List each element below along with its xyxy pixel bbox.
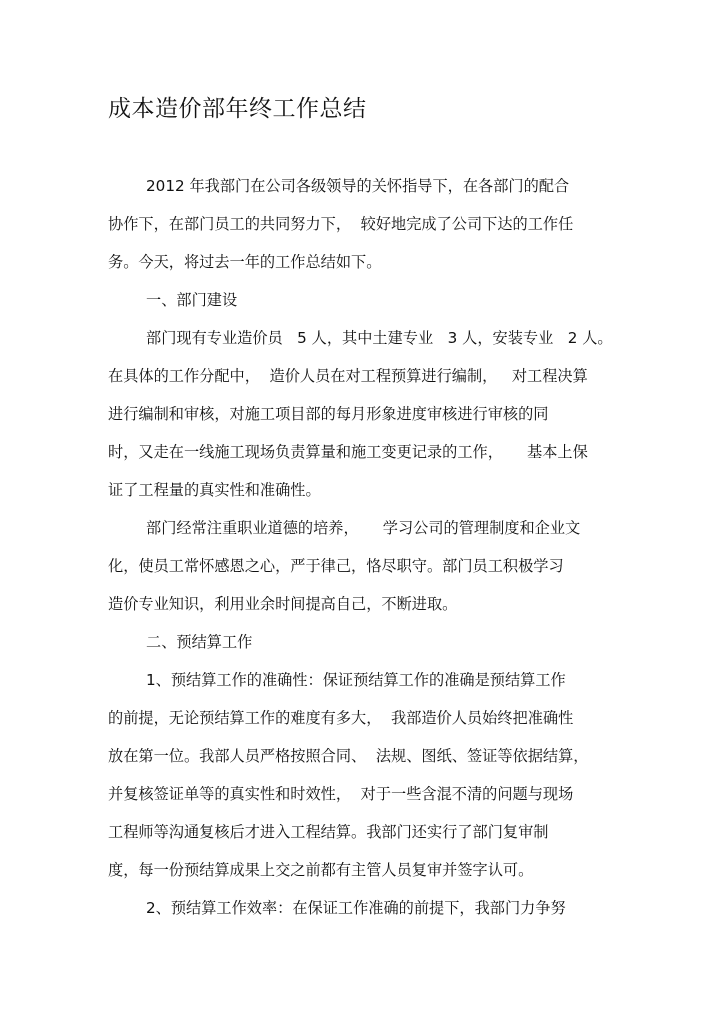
paragraph-line: 的前提，无论预结算工作的难度有多大， 我部造价人员始终把准确性 (108, 709, 574, 727)
paragraph-line: 进行编制和审核，对施工项目部的每月形象进度审核进行审核的同 (108, 405, 549, 423)
paragraph-line: 并复核签证单等的真实性和时效性， 对于一些含混不清的问题与现场 (108, 785, 574, 803)
paragraph-line: 造价专业知识，利用业余时间提高自己，不断进取。 (108, 595, 458, 613)
paragraph-line: 化，使员工常怀感恩之心，严于律己，恪尽职守。部门员工积极学习 (108, 557, 564, 575)
paragraph-line: 时，又走在一线施工现场负责算量和施工变更记录的工作， 基本上保 (108, 443, 588, 461)
paragraph-line: 2012 年我部门在公司各级领导的关怀指导下，在各部门的配合 (146, 177, 570, 195)
paragraph-line: 协作下，在部门员工的共同努力下， 较好地完成了公司下达的工作任 (108, 215, 574, 233)
paragraph-line: 工程师等沟通复核后才进入工程结算。我部门还实行了部门复审制 (108, 823, 549, 841)
paragraph-line: 在具体的工作分配中， 造价人员在对工程预算进行编制， 对工程决算 (108, 367, 588, 385)
paragraph-line: 1、预结算工作的准确性：保证预结算工作的准确是预结算工作 (146, 671, 566, 689)
section-heading: 二、预结算工作 (146, 633, 253, 651)
paragraph-line: 证了工程量的真实性和准确性。 (108, 481, 321, 499)
paragraph-line: 务。今天，将过去一年的工作总结如下。 (108, 253, 382, 271)
paragraph-line: 2、预结算工作效率：在保证工作准确的前提下，我部门力争努 (146, 899, 566, 917)
paragraph-line: 部门现有专业造价员 5 人，其中土建专业 3 人，安装专业 2 人。 (146, 329, 613, 347)
document-title: 成本造价部年终工作总结 (108, 96, 367, 122)
paragraph-line: 放在第一位。我部人员严格按照合同、 法规、图纸、签证等依据结算， (108, 747, 589, 765)
paragraph-line: 部门经常注重职业道德的培养， 学习公司的管理制度和企业文 (146, 519, 581, 537)
section-heading: 一、部门建设 (146, 291, 238, 309)
paragraph-line: 度，每一份预结算成果上交之前都有主管人员复审并签字认可。 (108, 861, 534, 879)
